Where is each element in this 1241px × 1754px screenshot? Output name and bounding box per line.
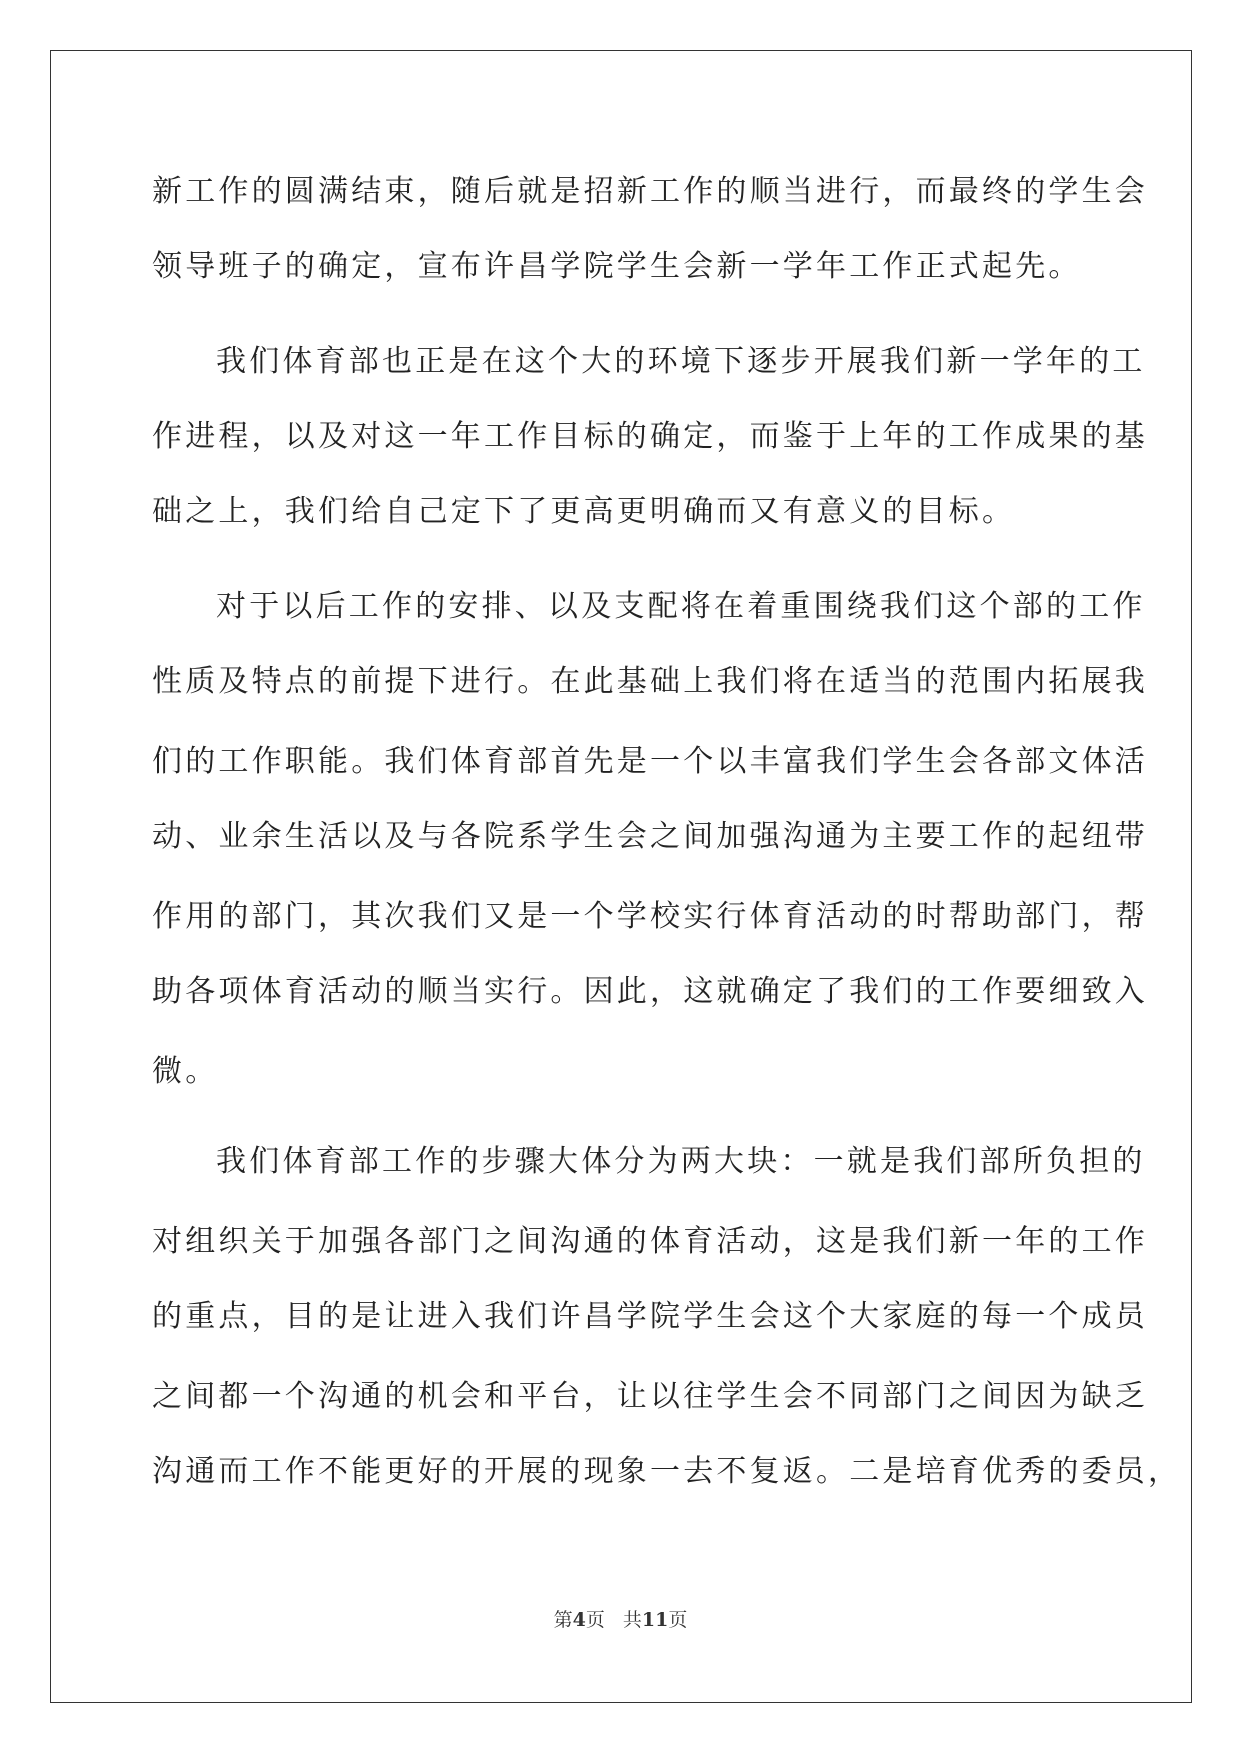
text-line: 础之上，我们给自己定下了更高更明确而又有意义的目标。	[152, 494, 1016, 529]
text-line: 新工作的圆满结束，随后就是招新工作的顺当进行，而最终的学生会	[152, 174, 1148, 209]
text-line: 对组织关于加强各部门之间沟通的体育活动，这是我们新一年的工作	[152, 1224, 1148, 1259]
paragraph-first-line: 对于以后工作的安排、以及支配将在着重围绕我们这个部的工作	[216, 589, 1146, 624]
page-prefix: 第	[553, 1609, 573, 1631]
total-suffix: 页	[668, 1609, 688, 1631]
text-line: 助各项体育活动的顺当实行。因此，这就确定了我们的工作要细致入	[152, 974, 1148, 1009]
page-suffix: 页	[585, 1609, 605, 1631]
paragraph-first-line: 我们体育部也正是在这个大的环境下逐步开展我们新一学年的工	[216, 344, 1146, 379]
text-line: 微。	[152, 1054, 219, 1089]
current-page-number: 4	[572, 1609, 586, 1631]
total-prefix: 共	[622, 1609, 642, 1631]
text-line: 动、业余生活以及与各院系学生会之间加强沟通为主要工作的起纽带	[152, 819, 1148, 854]
page-footer	[0, 1608, 1241, 1632]
text-line: 沟通而工作不能更好的开展的现象一去不复返。二是培育优秀的委员，	[152, 1454, 1182, 1489]
paragraph-first-line: 我们体育部工作的步骤大体分为两大块：一就是我们部所负担的	[216, 1144, 1146, 1179]
text-line: 作进程，以及对这一年工作目标的确定，而鉴于上年的工作成果的基	[152, 419, 1148, 454]
text-line: 性质及特点的前提下进行。在此基础上我们将在适当的范围内拓展我	[152, 664, 1148, 699]
text-line: 领导班子的确定，宣布许昌学院学生会新一学年工作正式起先。	[152, 249, 1082, 284]
text-line: 的重点，目的是让进入我们许昌学院学生会这个大家庭的每一个成员	[152, 1299, 1148, 1334]
text-line: 们的工作职能。我们体育部首先是一个以丰富我们学生会各部文体活	[152, 744, 1148, 779]
text-line: 之间都一个沟通的机会和平台，让以往学生会不同部门之间因为缺乏	[152, 1379, 1148, 1414]
text-line: 作用的部门，其次我们又是一个学校实行体育活动的时帮助部门，帮	[152, 899, 1148, 934]
total-page-count: 11	[641, 1609, 669, 1631]
